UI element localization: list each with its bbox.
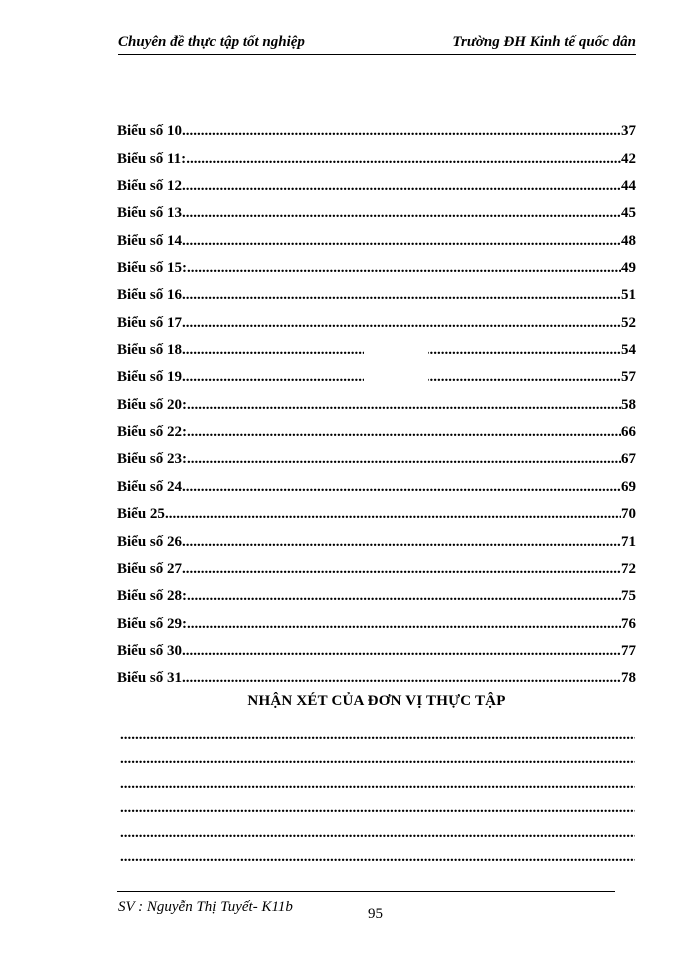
toc-entry: [117, 222, 636, 249]
toc-entry-label: Biểu số 11:: [117, 150, 187, 167]
toc-entry: [117, 332, 636, 359]
toc-entry-leader: [182, 177, 621, 195]
toc-entry-page: 54: [621, 342, 636, 359]
toc-entry-page: 69: [621, 478, 636, 495]
leader-gap: [364, 336, 428, 356]
toc-entry-page: 42: [621, 150, 636, 167]
toc-entry: [117, 113, 636, 140]
toc-entry-page: 78: [621, 670, 636, 687]
toc-entry-page: 52: [621, 314, 636, 331]
toc-entry-label: Biểu số 17: [117, 314, 183, 331]
toc-entry-label: Biểu số 31: [117, 670, 183, 687]
toc-entry-label: Biểu số 27: [117, 560, 183, 577]
comment-lines: [120, 718, 635, 865]
toc-entry: [117, 523, 636, 550]
header-left-title: Chuyên đề thực tập tốt nghiệp: [118, 34, 305, 50]
toc-entry-label: Biểu số 20:: [117, 396, 188, 413]
toc-entry-label: Biểu số 18: [117, 342, 183, 359]
toc-entry-label: Biểu số 12: [117, 178, 183, 195]
toc-entry-page: 37: [621, 123, 636, 140]
toc-entry: [117, 496, 636, 523]
toc-entry-label: Biểu số 15:: [117, 260, 188, 277]
toc-entry: [117, 605, 636, 632]
toc-entry: [117, 250, 636, 277]
toc-entry-leader: [187, 396, 621, 414]
toc-entry-page: 71: [621, 533, 636, 550]
dotted-line: [120, 841, 635, 866]
toc-entry-label: Biểu số 13: [117, 205, 183, 222]
toc-entry-label: Biểu số 23:: [117, 451, 188, 468]
toc-entry-page: 76: [621, 615, 636, 632]
toc-entry-leader: [182, 204, 621, 222]
toc-entry-leader: [182, 286, 621, 304]
toc-entry-leader: [165, 505, 621, 523]
toc-entry: [117, 304, 636, 331]
toc-entry-leader: [182, 232, 621, 250]
toc-entry-page: 72: [621, 560, 636, 577]
dotted-line: [120, 792, 635, 817]
toc-entry-leader: [182, 478, 621, 496]
toc-entry-label: Biểu số 10: [117, 123, 183, 140]
toc-entry-label: Biểu số 16: [117, 287, 183, 304]
toc-entry: [117, 168, 636, 195]
toc-entry-label: Biểu số 22:: [117, 424, 188, 441]
page-number: 95: [368, 906, 383, 922]
toc-entry: [117, 386, 636, 413]
toc-entry-label: Biểu số 24: [117, 478, 183, 495]
toc-entry-label: Biểu 25: [117, 506, 165, 523]
header-right-title: Trường ĐH Kinh tế quốc dân: [452, 34, 636, 50]
dotted-line: [120, 816, 635, 841]
toc-entry-page: 77: [621, 642, 636, 659]
toc-entry-page: 45: [621, 205, 636, 222]
toc-entry-leader: [186, 150, 621, 168]
toc-entry-leader: [182, 642, 621, 660]
toc-entry-page: 57: [621, 369, 636, 386]
toc-entry-label: Biểu số 30: [117, 642, 183, 659]
toc-entry-page: 58: [621, 396, 636, 413]
footer-author: SV : Nguyễn Thị Tuyết- K11b: [118, 899, 293, 915]
toc-entry: [117, 140, 636, 167]
toc-entry: [117, 551, 636, 578]
toc-entry-page: 44: [621, 178, 636, 195]
toc-entry: [117, 359, 636, 386]
toc-entry-label: Biểu số 28:: [117, 588, 188, 605]
toc-entry-page: 66: [621, 424, 636, 441]
page-header: [118, 32, 636, 55]
toc-entry-leader: [187, 587, 621, 605]
toc-entry-page: 49: [621, 260, 636, 277]
toc-entry: [117, 277, 636, 304]
toc-entry-leader: [182, 669, 621, 687]
toc-entry-label: Biểu số 26: [117, 533, 183, 550]
toc-entry-leader: [187, 450, 621, 468]
toc-entry-leader: [182, 560, 621, 578]
toc-entry-leader: [182, 122, 621, 140]
footer-rule: [117, 891, 615, 892]
toc-entry-leader: [187, 615, 621, 633]
toc-entry-label: Biểu số 14: [117, 232, 183, 249]
toc-entry: [117, 441, 636, 468]
dotted-line: [120, 767, 635, 792]
toc-entry: [117, 633, 636, 660]
toc-entry: [117, 468, 636, 495]
toc-entry-leader: [182, 533, 621, 551]
toc-entry-leader: [187, 423, 621, 441]
leader-gap: [364, 363, 428, 383]
toc-entry-page: 75: [621, 588, 636, 605]
toc-entry-leader: [182, 314, 621, 332]
toc-entry: [117, 195, 636, 222]
toc-entry-page: 48: [621, 232, 636, 249]
toc-entry-label: Biểu số 19: [117, 369, 183, 386]
toc-entry-leader: [187, 259, 621, 277]
toc-entry-page: 67: [621, 451, 636, 468]
toc-entry: [117, 414, 636, 441]
section-title: NHẬN XÉT CỦA ĐƠN VỊ THỰC TẬP: [247, 693, 506, 709]
toc-entry-page: 70: [621, 506, 636, 523]
toc-list: [117, 113, 636, 687]
toc-entry: [117, 578, 636, 605]
dotted-line: [120, 743, 635, 768]
dotted-line: [120, 718, 635, 743]
toc-entry-label: Biểu số 29:: [117, 615, 188, 632]
toc-entry-page: 51: [621, 287, 636, 304]
toc-entry: [117, 660, 636, 687]
